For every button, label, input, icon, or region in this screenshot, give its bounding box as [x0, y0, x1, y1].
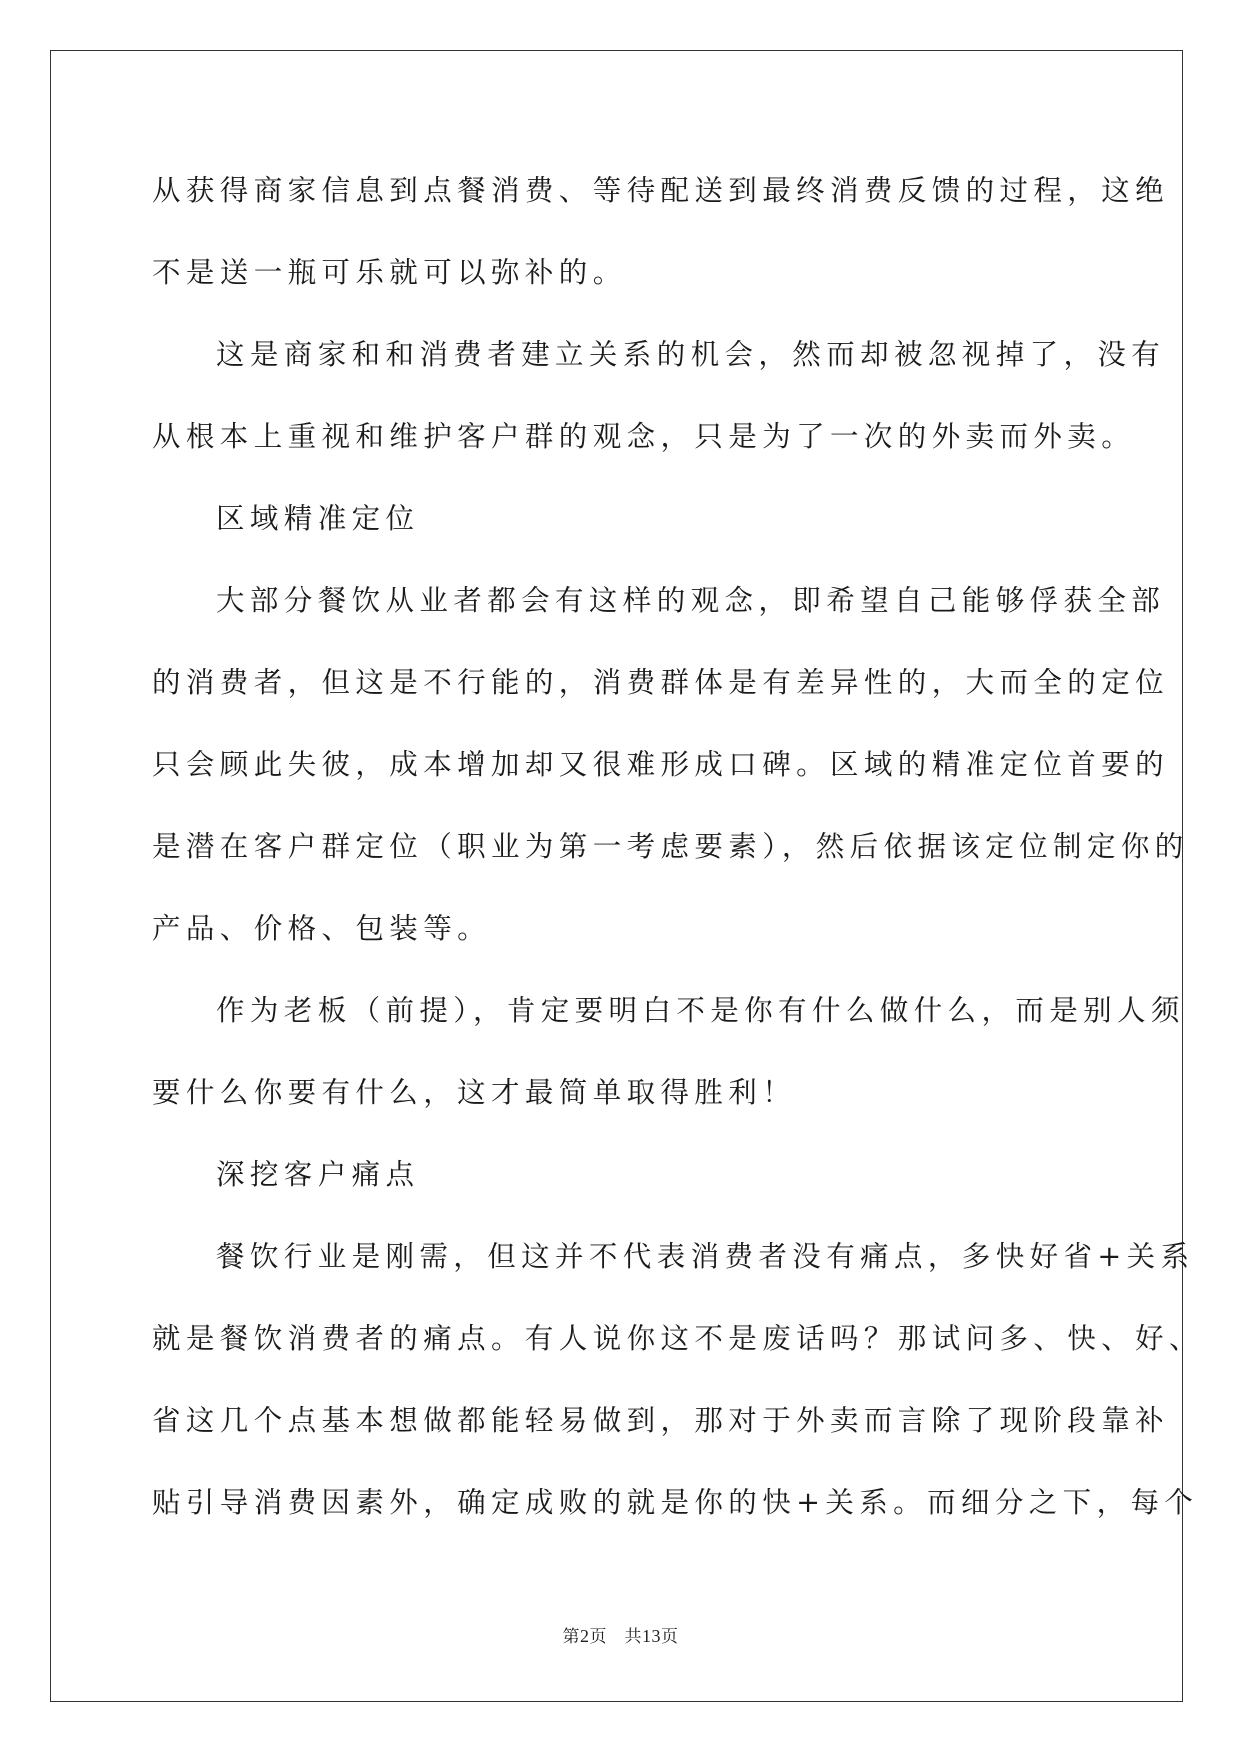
text-line: 从根本上重视和维护客户群的观念，只是为了一次的外卖而外卖。 [152, 420, 1136, 453]
text-line: 贴引导消费因素外，确定成败的就是你的快+关系。而细分之下，每个 [152, 1486, 1199, 1519]
text-line: 大部分餐饮从业者都会有这样的观念，即希望自己能够俘获全部 [216, 584, 1166, 617]
text-line: 省这几个点基本想做都能轻易做到，那对于外卖而言除了现阶段靠补 [152, 1404, 1170, 1437]
text-line: 产品、价格、包装等。 [152, 912, 492, 945]
text-line: 餐饮行业是刚需，但这并不代表消费者没有痛点，多快好省+关系 [216, 1240, 1195, 1273]
text-line: 作为老板（前提），肯定要明白不是你有什么做什么，而是别人须 [216, 994, 1185, 1027]
page-prefix: 第 [562, 1627, 580, 1647]
document-body [152, 160, 1203, 1554]
page-suffix: 页 [661, 1627, 679, 1647]
text-line: 是潜在客户群定位（职业为第一考虑要素），然后依据该定位制定你的 [152, 830, 1189, 863]
total-page-number: 13 [642, 1626, 661, 1646]
text-line: 从获得商家信息到点餐消费、等待配送到最终消费反馈的过程，这绝 [152, 174, 1170, 207]
text-line: 要什么你要有什么，这才最简单取得胜利！ [152, 1076, 797, 1109]
text-line: 只会顾此失彼，成本增加却又很难形成口碑。区域的精准定位首要的 [152, 748, 1170, 781]
text-line: 深挖客户痛点 [216, 1158, 420, 1191]
text-line: 不是送一瓶可乐就可以弥补的。 [152, 256, 627, 289]
text-line: 的消费者，但这是不行能的，消费群体是有差异性的，大而全的定位 [152, 666, 1170, 699]
current-page-number: 2 [580, 1626, 590, 1646]
text-line: 这是商家和和消费者建立关系的机会，然而却被忽视掉了，没有 [216, 338, 1166, 371]
page-mid: 页 共 [589, 1627, 642, 1647]
text-line: 区域精准定位 [216, 502, 420, 535]
text-line: 就是餐饮消费者的痛点。有人说你这不是废话吗？那试问多、快、好、 [152, 1322, 1203, 1355]
page-footer [0, 1622, 1241, 1647]
